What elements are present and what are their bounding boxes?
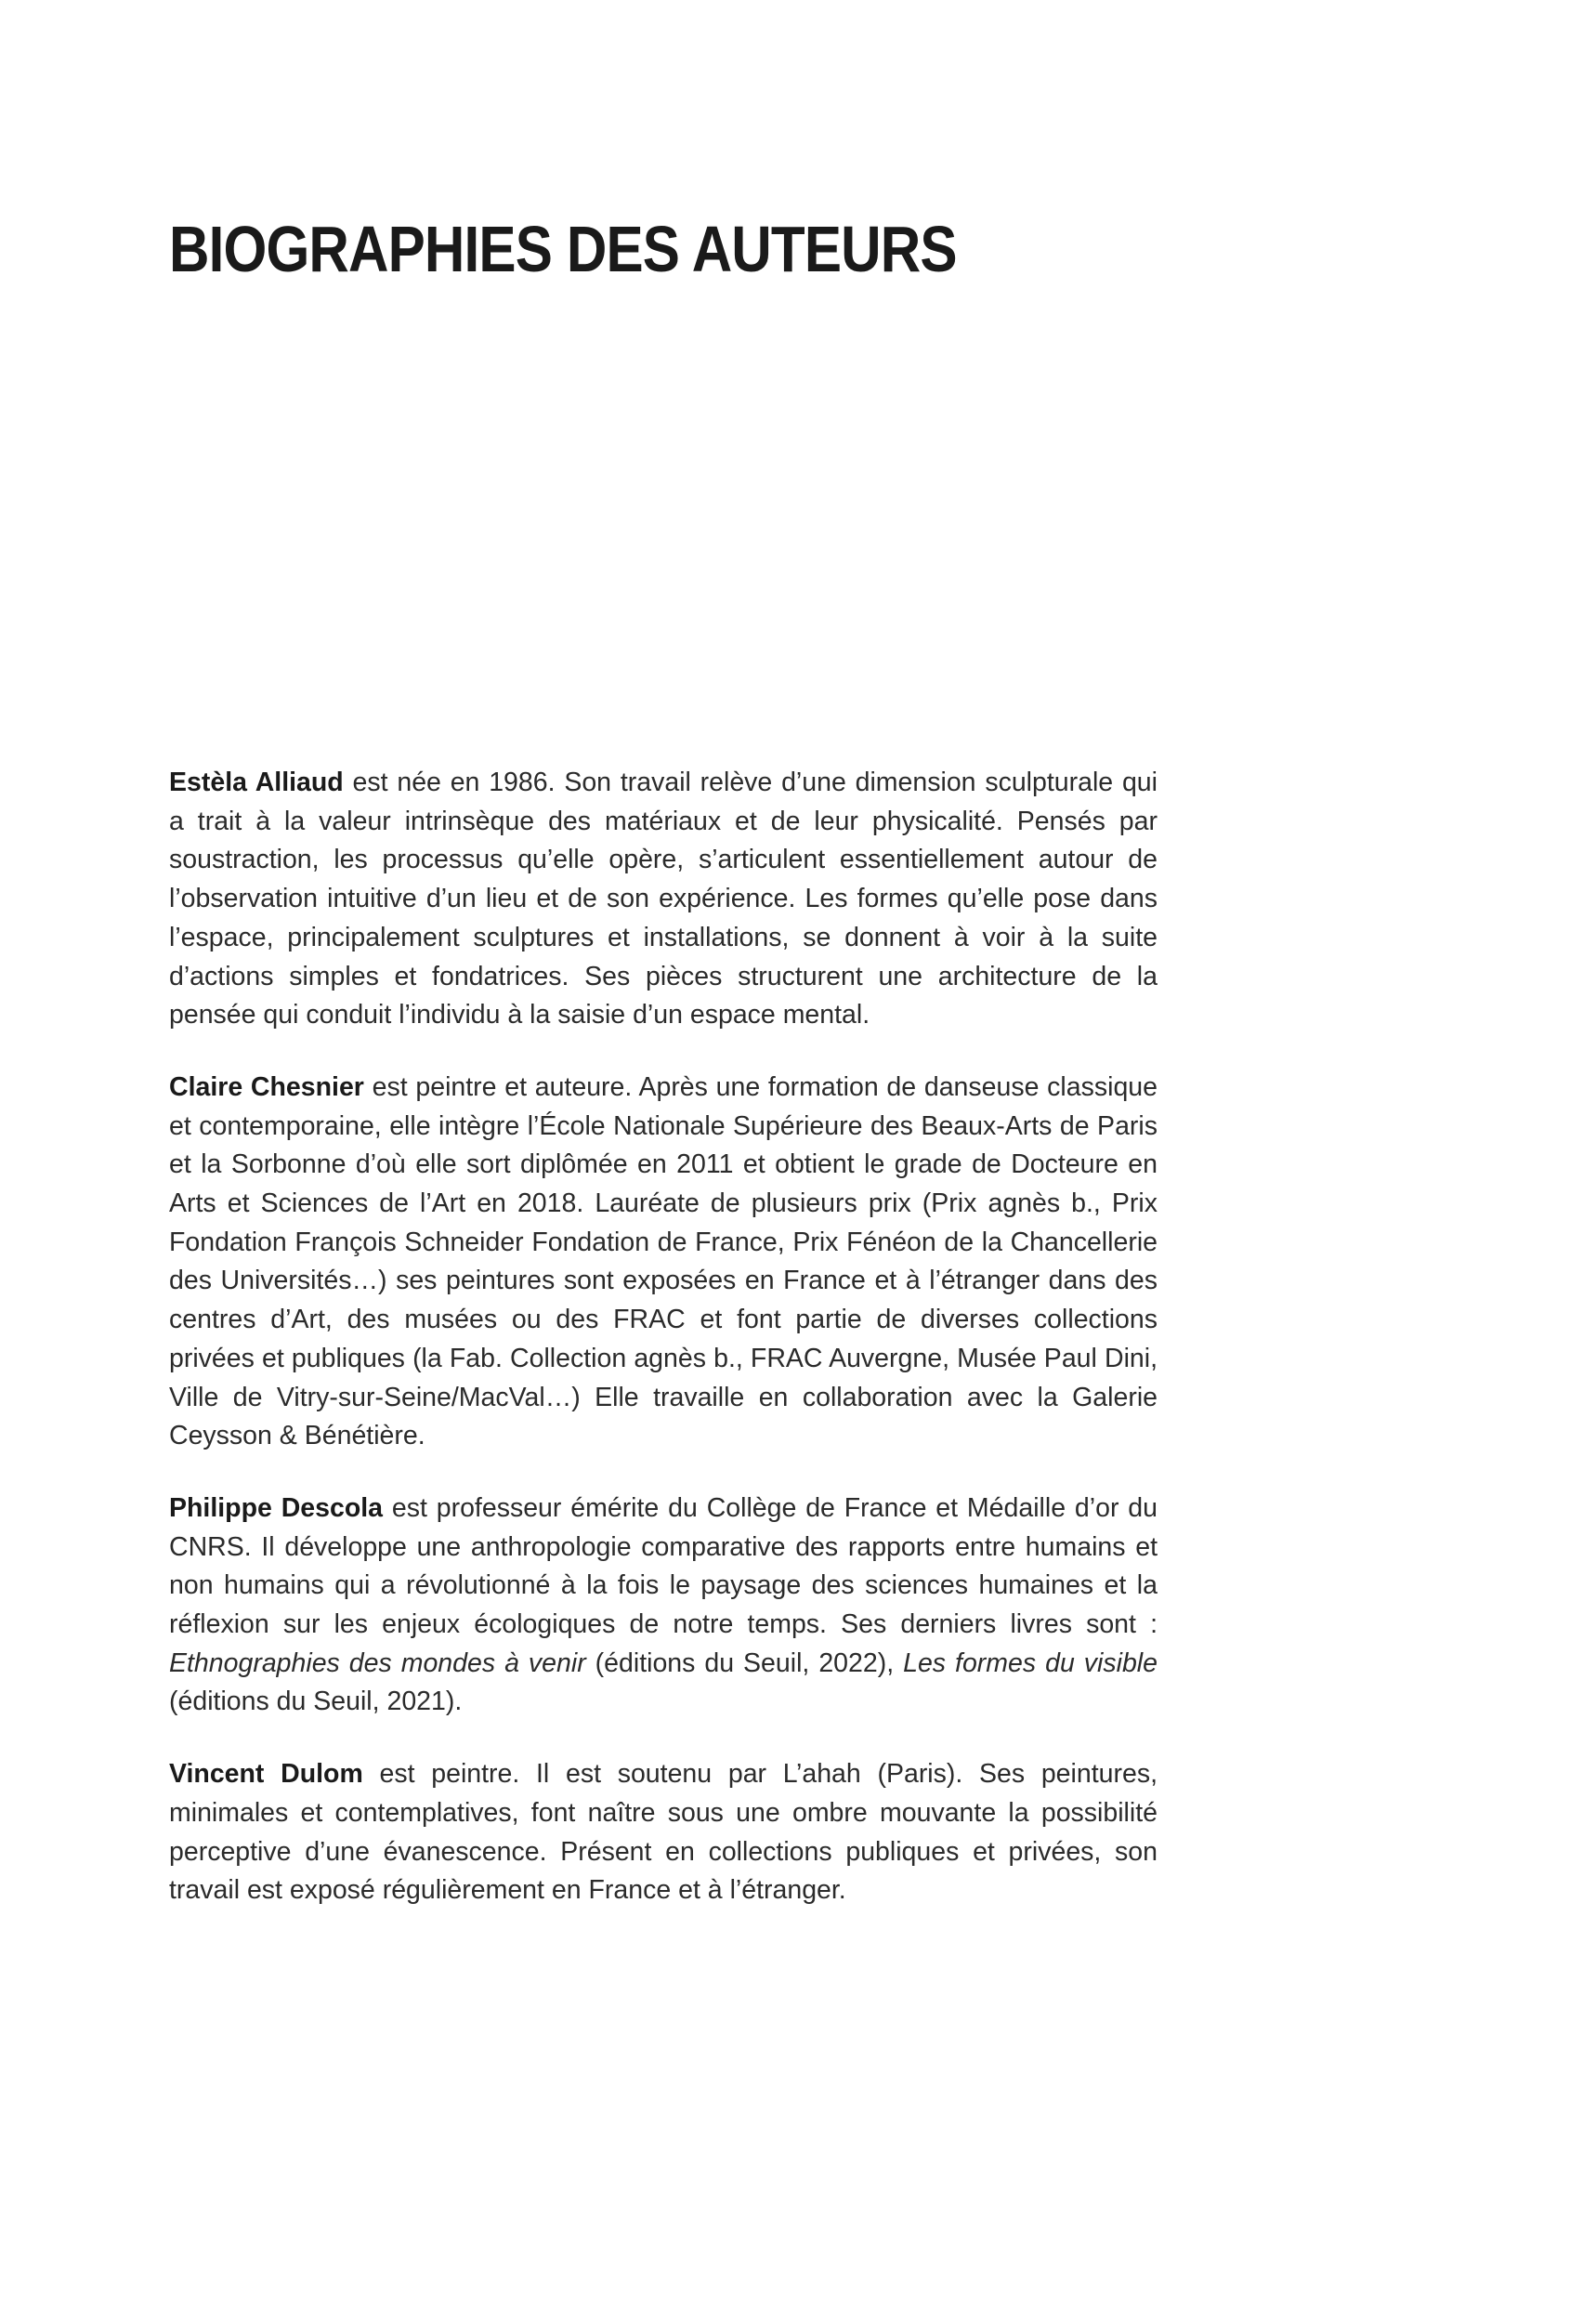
book-title: Ethnographies des mondes à venir xyxy=(169,1647,586,1678)
author-name: Philippe Descola xyxy=(169,1492,384,1523)
book-title: Les formes du visible xyxy=(903,1647,1158,1678)
page-title: BIOGRAPHIES DES AUTEURS xyxy=(169,213,957,285)
bio-claire-chesnier xyxy=(169,1069,1158,1456)
author-name: Vincent Dulom xyxy=(169,1759,363,1790)
bio-vincent-dulom xyxy=(169,1755,1158,1910)
bio-text: (éditions du Seuil, 2022), xyxy=(585,1647,904,1678)
bio-text: est peintre. Il est soutenu par L’ahah (Paris). Ses peintures, minimales et contemplatives, font naître sous une ombre mouvante la possibilité perceptive d’une évanescence. Présent en collections publiques et privées, son travail est exposé régulièrement en France et à l’étranger. xyxy=(169,1759,1158,1906)
bio-estela-alliaud xyxy=(169,764,1158,1035)
bio-text: (éditions du Seuil, 2021). xyxy=(169,1687,463,1717)
author-name: Estèla Alliaud xyxy=(169,768,344,797)
bio-text: est professeur émérite du Collège de France et Médaille d’or du CNRS. Il développe une anthropologie comparative des rapports entre humains et non humains qui a révolutionné à la fois le paysage des sciences humaines et la réflexion sur les enjeux écologiques de notre temps. Ses derniers livres sont : xyxy=(169,1492,1158,1640)
bio-philippe-descola xyxy=(169,1490,1158,1722)
author-name: Claire Chesnier xyxy=(169,1071,364,1102)
biographies-list xyxy=(169,764,1158,1944)
bio-text: est peintre et auteure. Après une formation de danseuse classique et contemporaine, elle intègre l’École Nationale Supérieure des Beaux-Arts de Paris et la Sorbonne d’où elle sort diplômée en 2011 et obtient le grade de Docteure en Arts et Sciences de l’Art en 2018. Lauréate de plusieurs prix (Prix agnès b., Prix Fondation François Schneider Fondation de France, Prix Fénéon de la Chancellerie des Universités…) ses peintures sont exposées en France et à l’étranger dans des centres d’Art, des musées ou des FRAC et font partie de diverses collections privées et publiques (la Fab. Collection agnès b., FRAC Auvergne, Musée Paul Dini, Ville de Vitry-sur-Seine/MacVal…) Elle travaille en collaboration avec la Galerie Ceysson & Bénétière. xyxy=(169,1071,1158,1451)
bio-text: est née en 1986. Son travail relève d’une dimension sculpturale qui a trait à la valeur intrinsèque des matériaux et de leur physicalité. Pensés par soustraction, les processus qu’elle opère, s’articulent essentiellement autour de l’observation intuitive d’un lieu et de son expérience. Les formes qu’elle pose dans l’espace, principalement sculptures et installations, se donnent à voir à la suite d’actions simples et fondatrices. Ses pièces structurent une architecture de la pensée qui conduit l’individu à la saisie d’un espace mental. xyxy=(169,768,1158,1030)
